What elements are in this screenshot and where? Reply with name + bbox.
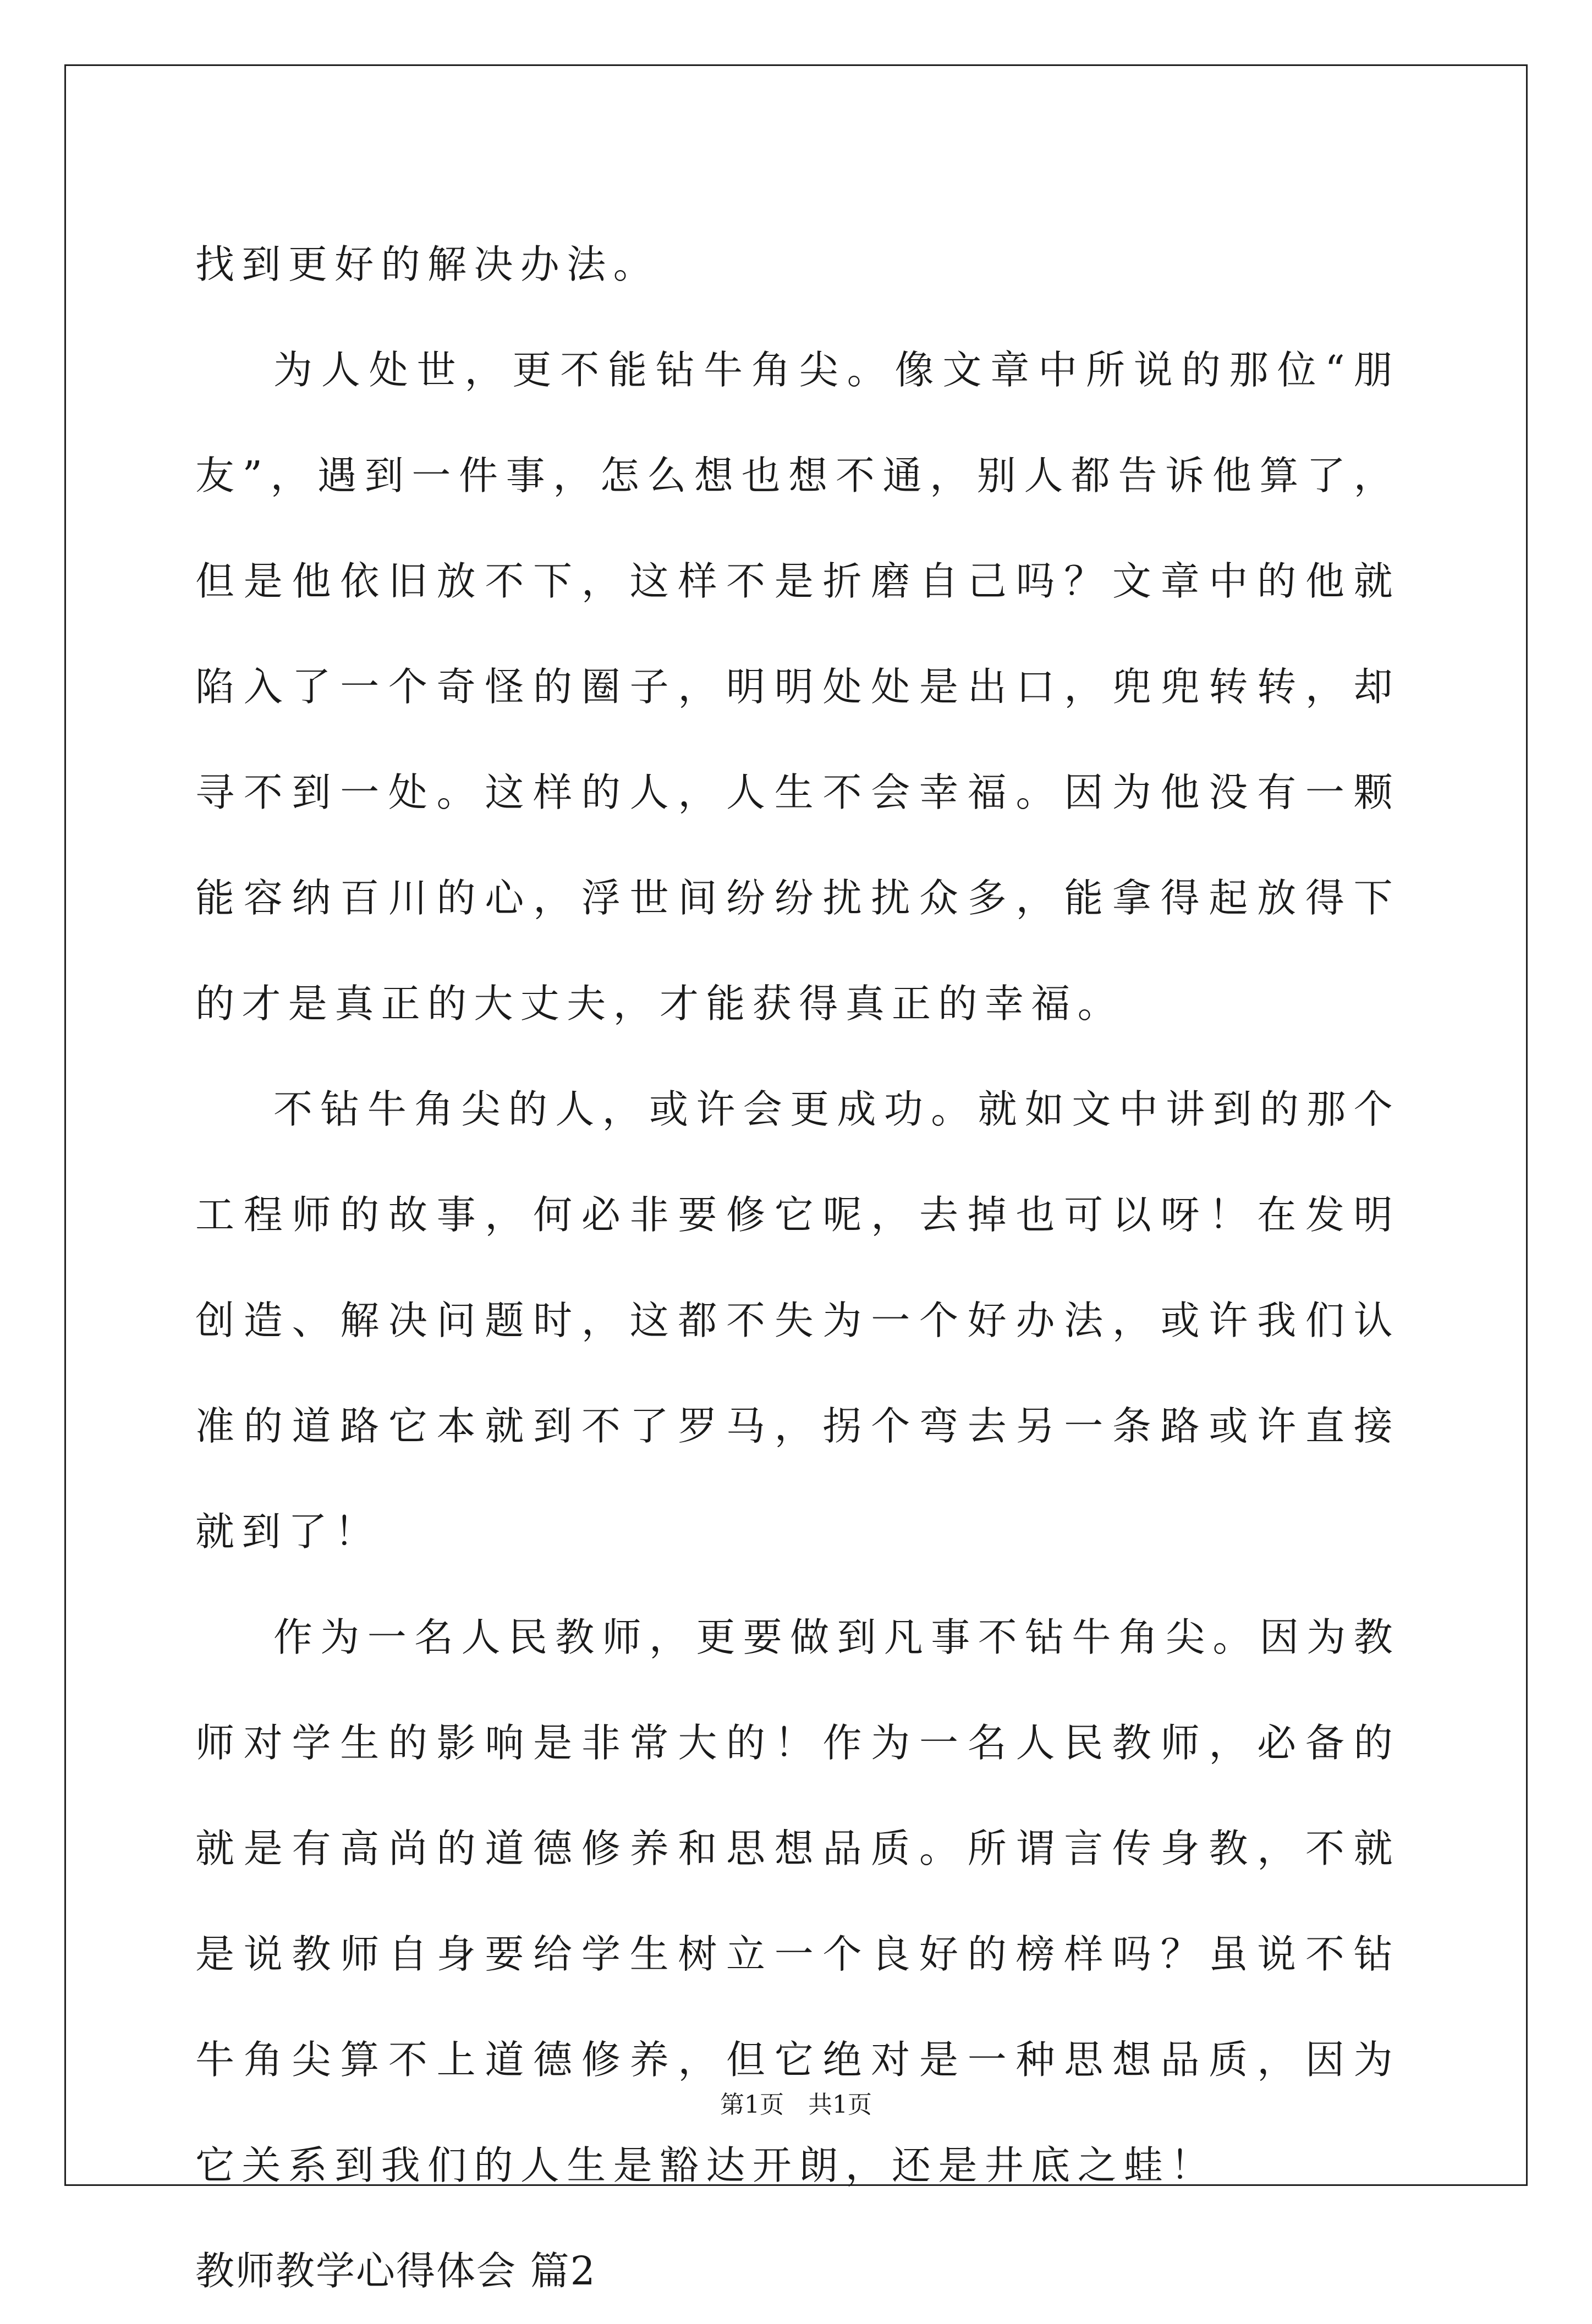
paragraph-conduct: 为人处世，更不能钻牛角尖。像文章中所说的那位“朋友”，遇到一件事，怎么想也想不通，别人都告诉他算了，但是他依旧放不下，这样不是折磨自己吗？文章中的他就陷入了一个奇怪的圈子，明明处处是出口，兜兜转转，却寻不到一处。这样的人，人生不会幸福。因为他没有一颗能容纳百川的心，浮世间纷纷扰扰众多，能拿得起放得下的才是真正的大丈夫，才能获得真正的幸福。 xyxy=(195,347,1400,1026)
paragraph-success: 不钻牛角尖的人，或许会更成功。就如文中讲到的那个工程师的故事，何必非要修它呢，去掉也可以呀！在发明创造、解决问题时，这都不失为一个好办法，或许我们认准的道路它本就到不了罗马，拐个弯去另一条路或许直接就到了！ xyxy=(195,1086,1400,1554)
page-number: 第1页 xyxy=(720,2091,784,2119)
page-footer xyxy=(0,2085,1592,2120)
section-heading: 教师教学心得体会 篇2 xyxy=(195,2248,596,2294)
paragraph-teacher: 作为一名人民教师，更要做到凡事不钻牛角尖。因为教师对学生的影响是非常大的！作为一名人民教师，必备的就是有高尚的道德修养和思想品质。所谓言传身教，不就是说教师自身要给学生树立一个良好的榜样吗？虽说不钻牛角尖算不上道德修养，但它绝对是一种思想品质，因为它关系到我们的人生是豁达开朗，还是井底之蛙！ xyxy=(195,1614,1400,2188)
paragraph-continuation: 找到更好的解决办法。 xyxy=(195,241,660,287)
document-body xyxy=(195,212,1400,2324)
page-total: 共1页 xyxy=(808,2091,872,2119)
